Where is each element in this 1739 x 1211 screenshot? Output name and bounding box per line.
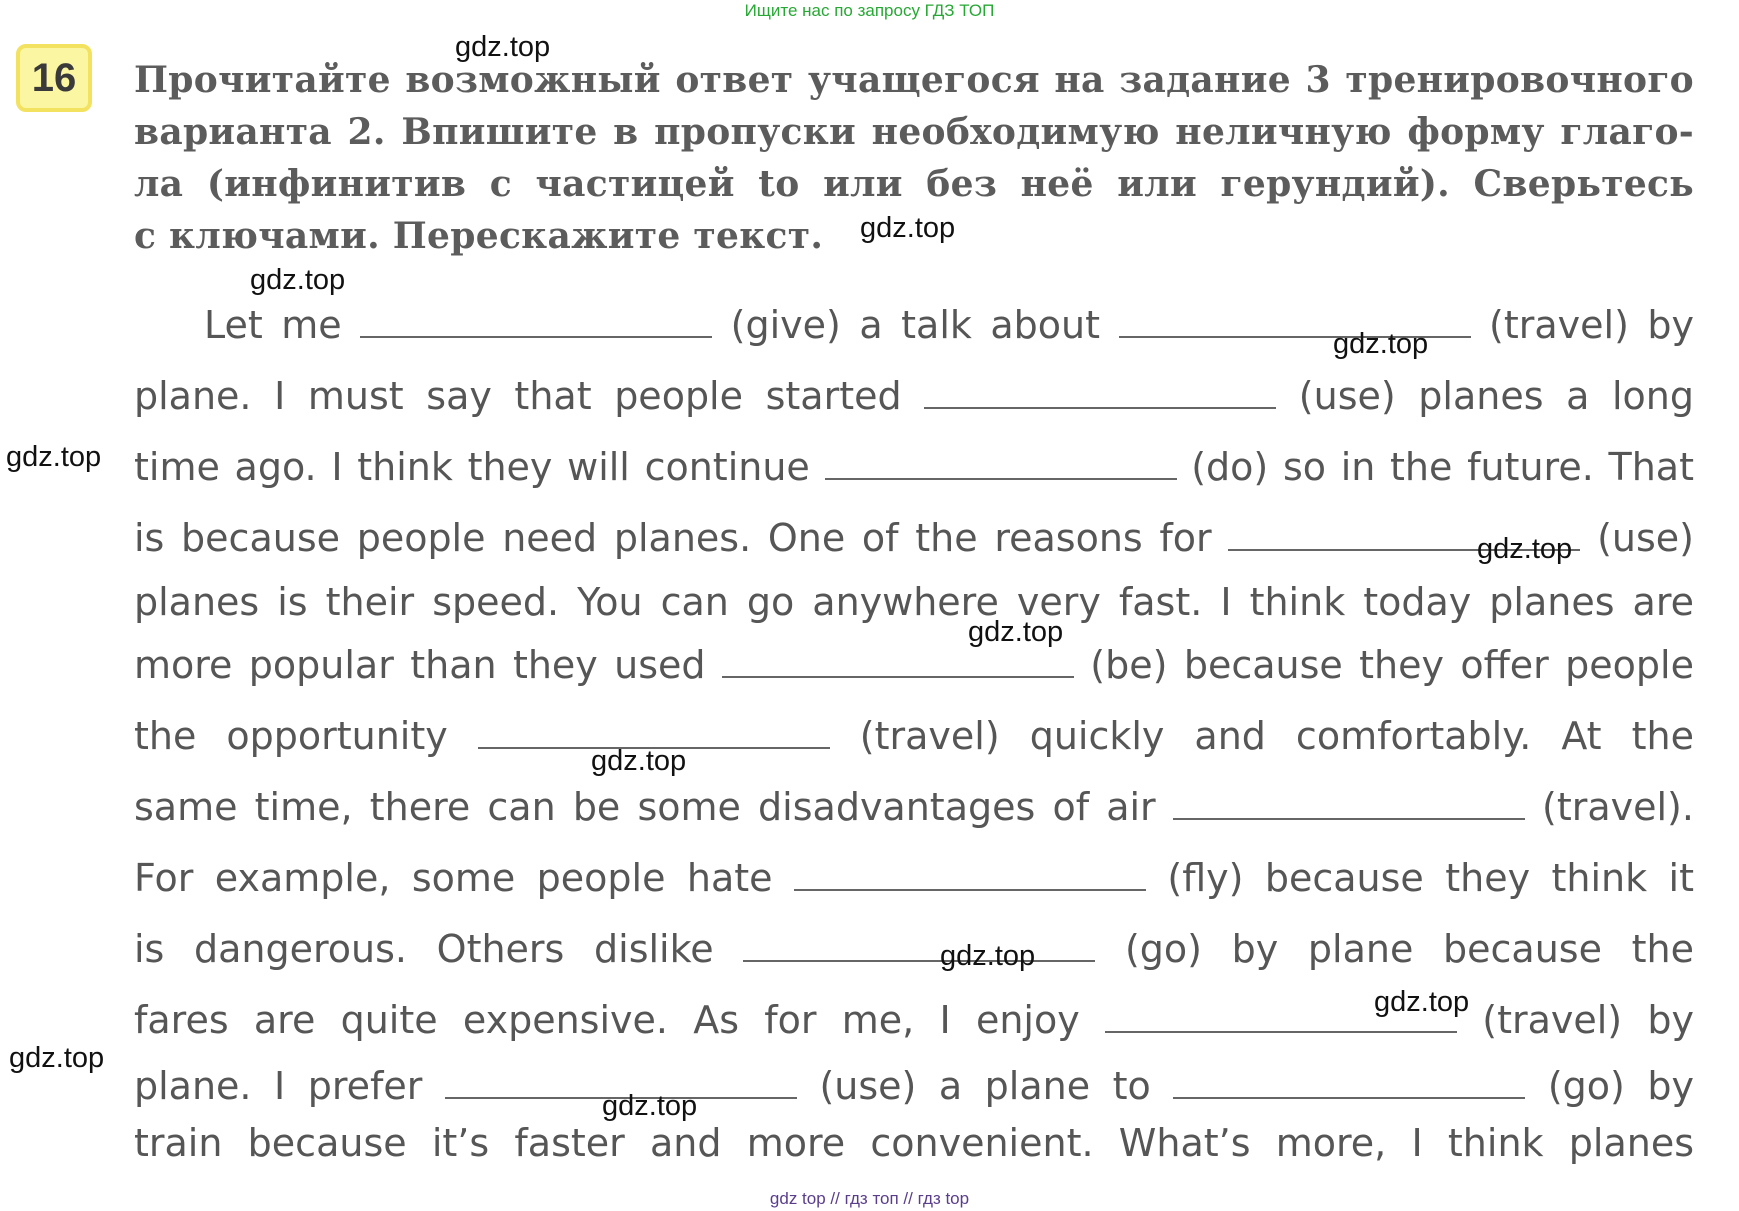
passage-text: (travel) by bbox=[1482, 998, 1694, 1042]
passage-line bbox=[134, 503, 1694, 574]
watermark: gdz.top bbox=[9, 1042, 105, 1074]
answer-blank[interactable] bbox=[1173, 814, 1525, 820]
answer-blank[interactable] bbox=[924, 403, 1276, 409]
passage-line bbox=[134, 432, 1694, 503]
instruction-line: с ключами. Перескажите текст. bbox=[134, 215, 824, 257]
passage-line bbox=[134, 290, 1694, 361]
passage-text: more popular than they used bbox=[134, 643, 706, 687]
passage-line bbox=[134, 1056, 1694, 1116]
passage-text: (use) bbox=[1597, 516, 1694, 560]
answer-blank[interactable] bbox=[825, 474, 1177, 480]
passage-line bbox=[134, 630, 1694, 701]
passage-text: (use) a plane to bbox=[819, 1064, 1151, 1108]
passage-line bbox=[134, 914, 1694, 985]
passage-text: (use) planes a long bbox=[1298, 374, 1694, 418]
passage-text: (travel) quickly and comfortably. At the bbox=[859, 714, 1694, 758]
passage-line bbox=[134, 843, 1694, 914]
passage-text: plane. I prefer bbox=[134, 1064, 423, 1108]
watermark: gdz.top bbox=[455, 31, 551, 63]
watermark: gdz.top bbox=[591, 745, 687, 777]
passage-text: (fly) because they think it bbox=[1167, 856, 1694, 900]
passage-text: (do) so in the future. That bbox=[1191, 445, 1694, 489]
instruction-line: варианта 2. Впишите в пропуски необходимую неличную форму глаго- bbox=[134, 111, 1694, 153]
task-number-badge: 16 bbox=[16, 44, 92, 112]
watermark: gdz.top bbox=[250, 264, 346, 296]
answer-blank[interactable] bbox=[1173, 1093, 1525, 1099]
passage-text: time ago. I think they will continue bbox=[134, 445, 810, 489]
passage-text: the opportunity bbox=[134, 714, 448, 758]
watermark: gdz.top bbox=[940, 940, 1036, 972]
passage-text: (travel). bbox=[1542, 785, 1694, 829]
watermark: gdz.top bbox=[968, 616, 1064, 648]
watermark: gdz.top bbox=[602, 1090, 698, 1122]
watermark: gdz.top bbox=[1333, 328, 1429, 360]
passage-text: (be) because they offer people bbox=[1090, 643, 1694, 687]
passage-line bbox=[134, 772, 1694, 843]
passage-line bbox=[134, 361, 1694, 432]
passage-text: (go) by bbox=[1547, 1064, 1694, 1108]
bottom-banner: gdz top // гдз топ // гдз top bbox=[769, 1189, 970, 1208]
answer-blank[interactable] bbox=[743, 956, 1095, 962]
answer-blank[interactable] bbox=[1105, 1027, 1457, 1033]
watermark: gdz.top bbox=[860, 212, 956, 244]
watermark: gdz.top bbox=[1477, 533, 1573, 565]
passage-text: (go) by plane because the bbox=[1124, 927, 1694, 971]
answer-blank[interactable] bbox=[794, 885, 1146, 891]
passage-text: is because people need planes. One of the reasons for bbox=[134, 516, 1212, 560]
top-banner: Ищите нас по запросу ГДЗ ТОП bbox=[744, 1, 995, 20]
instruction-line: ла (инфинитив с частицей to или без неё или герундий). Сверьтесь bbox=[134, 163, 1694, 205]
watermark: gdz.top bbox=[6, 441, 102, 473]
passage-text: same time, there can be some disadvantages of air bbox=[134, 785, 1156, 829]
passage-text: is dangerous. Others dislike bbox=[134, 927, 714, 971]
answer-blank[interactable] bbox=[722, 672, 1074, 678]
passage-text: (travel) by bbox=[1489, 303, 1694, 347]
answer-blank[interactable] bbox=[360, 332, 712, 338]
passage-line bbox=[134, 1116, 1694, 1170]
passage-text: planes is their speed. You can go anywhere very fast. I think today planes are bbox=[134, 580, 1694, 624]
passage-text: Let me bbox=[204, 303, 342, 347]
passage-text: For example, some people hate bbox=[134, 856, 773, 900]
passage-text: (give) a talk about bbox=[730, 303, 1101, 347]
passage-line bbox=[134, 701, 1694, 772]
exercise-passage bbox=[134, 290, 1694, 1170]
passage-text: fares are quite expensive. As for me, I enjoy bbox=[134, 998, 1080, 1042]
passage-text: train because it’s faster and more convenient. What’s more, I think planes bbox=[134, 1121, 1694, 1165]
passage-line bbox=[134, 574, 1694, 630]
passage-text: plane. I must say that people started bbox=[134, 374, 902, 418]
instruction-line: Прочитайте возможный ответ учащегося на задание 3 тренировочного bbox=[134, 59, 1694, 101]
watermark: gdz.top bbox=[1374, 986, 1470, 1018]
